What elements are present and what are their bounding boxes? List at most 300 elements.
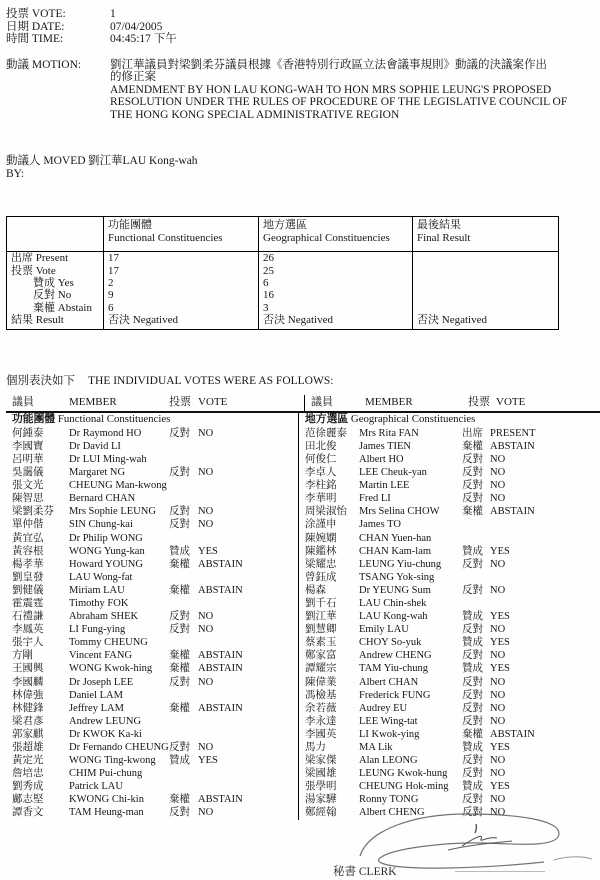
member-vote-en xyxy=(198,532,298,545)
votes-header xyxy=(6,395,600,413)
member-row xyxy=(6,649,298,662)
summary-geographical-value: 26 xyxy=(258,252,412,264)
member-vote-en xyxy=(198,689,298,702)
summary-row-label: 贊成 Yes xyxy=(11,277,74,290)
member-row xyxy=(299,715,600,728)
summary-functional-value: 6 xyxy=(103,302,258,314)
member-vote-zh xyxy=(169,453,198,466)
member-vote-zh: 反對 xyxy=(462,558,483,570)
member-name-zh: 林健鋒 xyxy=(12,702,44,714)
member-name-zh: 范徐麗泰 xyxy=(305,427,347,439)
member-name-en: WONG Yung-kan xyxy=(69,545,145,557)
member-row xyxy=(6,702,298,715)
member-name-zh: 何俊仁 xyxy=(305,453,337,465)
member-name-zh: 陳智思 xyxy=(12,493,44,505)
member-vote-zh: 贊成 xyxy=(169,755,190,767)
member-row xyxy=(6,453,298,466)
member-vote-en xyxy=(198,767,298,780)
member-row xyxy=(299,492,600,505)
member-vote-zh: 反對 xyxy=(462,715,483,727)
summary-row-label: 棄權 Abstain xyxy=(11,301,92,314)
member-name-zh: 周梁淑怡 xyxy=(305,506,347,518)
member-row xyxy=(6,545,298,558)
member-row xyxy=(299,689,600,702)
member-vote-en: NO xyxy=(490,467,506,479)
member-name-en: Dr KWOK Ka-ki xyxy=(69,728,142,740)
member-vote-zh: 反對 xyxy=(462,676,483,688)
member-row xyxy=(6,767,298,780)
member-vote-zh xyxy=(169,780,198,793)
member-vote-zh: 反對 xyxy=(462,755,483,767)
member-vote-zh: 反對 xyxy=(462,584,483,596)
member-row xyxy=(299,466,600,479)
member-vote-zh xyxy=(169,571,198,584)
member-name-en: CHEUNG Hok-ming xyxy=(359,781,449,793)
member-vote-en xyxy=(490,597,600,610)
member-name-en: KWONG Chi-kin xyxy=(69,794,144,806)
member-name-zh: 張文光 xyxy=(12,480,44,492)
member-vote-zh: 贊成 xyxy=(462,545,483,557)
member-vote-en: YES xyxy=(490,742,510,753)
member-name-en: Dr Philip WONG xyxy=(69,532,143,544)
member-vote-en xyxy=(198,597,298,610)
member-name-en: Mrs Selina CHOW xyxy=(359,506,440,518)
member-row xyxy=(299,754,600,767)
member-vote-en xyxy=(198,636,298,649)
summary-header-final xyxy=(412,217,558,251)
summary-geographical-value: 16 xyxy=(258,289,412,301)
summary-functional-value: 17 xyxy=(103,265,258,277)
member-vote-zh: 反對 xyxy=(462,467,483,479)
member-name-en: TSANG Yok-sing xyxy=(359,571,435,583)
member-vote-zh xyxy=(169,492,198,505)
member-name-zh: 劉秀成 xyxy=(12,781,44,793)
member-vote-en: NO xyxy=(490,807,506,819)
member-vote-en: ABSTAIN xyxy=(490,506,535,518)
member-name-en: Mrs Sophie LEUNG xyxy=(69,506,156,518)
member-row xyxy=(299,610,600,623)
member-name-en: Miriam LAU xyxy=(69,584,125,596)
geographical-member-list xyxy=(299,427,600,820)
member-name-zh: 梁君彥 xyxy=(12,715,44,727)
member-vote-en: ABSTAIN xyxy=(490,440,535,452)
member-vote-en: PRESENT xyxy=(490,427,536,439)
moved-by-value: 劉江華LAU Kong-wah xyxy=(88,155,198,168)
member-name-en: Fred LI xyxy=(359,493,391,505)
meta-row xyxy=(6,8,594,21)
motion-text xyxy=(110,59,570,122)
member-vote-en: YES xyxy=(490,545,510,557)
member-name-zh: 鄺志堅 xyxy=(12,794,44,806)
member-name-en: Bernard CHAN xyxy=(69,493,136,505)
member-vote-zh: 反對 xyxy=(169,506,190,518)
member-vote-en: NO xyxy=(490,676,506,688)
member-vote-zh: 贊成 xyxy=(462,781,483,793)
member-row xyxy=(299,676,600,689)
summary-functional-value: 17 xyxy=(103,252,258,264)
member-name-en: LEUNG Yiu-chung xyxy=(359,558,442,570)
member-name-en: LI Kwok-ying xyxy=(359,728,420,740)
col-member-zh: 議員 xyxy=(311,396,333,409)
member-vote-en: NO xyxy=(198,807,214,819)
member-name-zh: 譚香文 xyxy=(12,807,44,819)
member-vote-zh: 反對 xyxy=(169,467,190,479)
member-name-en: CHIM Pui-chung xyxy=(69,768,143,780)
member-name-en: Daniel LAM xyxy=(69,689,123,701)
member-vote-en: NO xyxy=(490,650,506,662)
member-name-en: Mrs Rita FAN xyxy=(359,427,419,439)
member-vote-zh: 反對 xyxy=(462,768,483,780)
member-name-zh: 李華明 xyxy=(305,493,337,505)
member-row xyxy=(6,610,298,623)
member-row xyxy=(299,597,600,610)
member-name-zh: 張學明 xyxy=(305,781,337,793)
meta-value: 04:45:17 下午 xyxy=(110,33,177,45)
votes-header-left xyxy=(6,395,304,411)
member-name-zh: 馮檢基 xyxy=(305,689,337,701)
member-name-zh: 田北俊 xyxy=(305,440,337,452)
member-name-en: Dr David LI xyxy=(69,440,121,452)
member-name-zh: 林偉強 xyxy=(12,689,44,701)
member-name-zh: 楊森 xyxy=(305,584,326,596)
member-name-en: Tommy CHEUNG xyxy=(69,637,148,649)
member-name-en: CHOY So-yuk xyxy=(359,637,422,649)
summary-table-header xyxy=(7,217,558,252)
motion-line: 的修正案 xyxy=(110,71,156,84)
member-name-zh: 黃定光 xyxy=(12,755,44,767)
member-row xyxy=(299,518,600,531)
motion-line: THE HONG KONG SPECIAL ADMINISTRATIVE REGION xyxy=(110,108,400,121)
member-name-zh: 梁劉柔芬 xyxy=(12,506,54,518)
member-vote-zh: 反對 xyxy=(169,611,190,623)
meta-row xyxy=(6,21,594,34)
member-row xyxy=(299,584,600,597)
member-row xyxy=(6,492,298,505)
summary-final-value: 否決 Negatived xyxy=(412,314,558,329)
member-vote-en: NO xyxy=(490,624,506,636)
member-name-en: LAU Wong-fat xyxy=(69,571,133,583)
member-name-zh: 梁國雄 xyxy=(305,768,337,780)
member-vote-zh: 棄權 xyxy=(169,663,190,675)
member-name-zh: 劉皇發 xyxy=(12,571,44,583)
member-name-en: Alan LEONG xyxy=(359,755,418,767)
member-row xyxy=(6,793,298,806)
member-name-en: LAU Kong-wah xyxy=(359,611,428,623)
summary-final-value xyxy=(412,289,558,301)
member-name-zh: 馬力 xyxy=(305,742,326,753)
meta-label: 投票 VOTE: xyxy=(6,8,66,20)
member-vote-en: NO xyxy=(490,480,506,492)
motion-label: 動議 MOTION: xyxy=(6,58,82,71)
member-name-en: Ronny TONG xyxy=(359,794,419,806)
member-vote-en: NO xyxy=(490,715,506,727)
member-row xyxy=(6,662,298,675)
individual-votes-title-zh: 個別表決如下 xyxy=(6,375,75,388)
signature-underline xyxy=(455,871,545,872)
member-name-en: Vincent FANG xyxy=(69,650,133,662)
member-vote-en: NO xyxy=(198,742,214,753)
summary-header-geographical-zh: 地方選區 xyxy=(263,219,307,232)
member-vote-en xyxy=(198,715,298,728)
member-row xyxy=(6,479,298,492)
member-name-en: Albert CHAN xyxy=(359,676,419,688)
member-vote-zh: 棄權 xyxy=(169,650,190,662)
functional-member-list xyxy=(6,427,298,820)
member-name-en: Audrey EU xyxy=(359,702,408,714)
member-row xyxy=(6,505,298,518)
col-member-en: MEMBER xyxy=(69,396,117,409)
member-name-zh: 譚耀宗 xyxy=(305,663,337,675)
functional-section-en: Functional Constituencies xyxy=(57,413,171,426)
member-vote-zh: 反對 xyxy=(169,624,190,636)
summary-functional-value: 否決 Negatived xyxy=(103,314,258,329)
member-vote-en xyxy=(198,479,298,492)
member-vote-zh: 反對 xyxy=(462,453,483,465)
member-row xyxy=(299,636,600,649)
member-row xyxy=(6,571,298,584)
member-vote-zh: 棄權 xyxy=(462,728,483,740)
member-name-zh: 吳靄儀 xyxy=(12,467,44,479)
motion-line: RESOLUTION UNDER THE RULES OF PROCEDURE OF THE LEGISLATIVE COUNCIL OF xyxy=(110,96,568,109)
member-name-en: CHEUNG Man-kwong xyxy=(69,480,167,492)
member-row xyxy=(6,518,298,531)
member-vote-zh: 反對 xyxy=(462,702,483,714)
member-row xyxy=(299,623,600,636)
member-name-en: Dr Fernando CHEUNG xyxy=(69,742,169,753)
member-row xyxy=(299,728,600,741)
member-row xyxy=(6,440,298,453)
col-member-zh: 議員 xyxy=(12,396,34,409)
member-vote-zh xyxy=(169,440,198,453)
summary-geographical-value: 25 xyxy=(258,265,412,277)
member-vote-en xyxy=(490,571,600,584)
member-row xyxy=(299,649,600,662)
member-name-zh: 黃宜弘 xyxy=(12,532,44,544)
member-vote-en: ABSTAIN xyxy=(198,650,243,662)
member-name-en: TAM Yiu-chung xyxy=(359,663,429,675)
member-name-zh: 余若薇 xyxy=(305,702,337,714)
member-name-zh: 劉慧卿 xyxy=(305,624,337,636)
member-name-zh: 霍震霆 xyxy=(12,597,44,609)
member-vote-zh xyxy=(169,767,198,780)
member-name-en: Dr Joseph LEE xyxy=(69,676,134,688)
member-name-zh: 陳婉嫻 xyxy=(305,532,337,544)
member-vote-en: NO xyxy=(490,702,506,714)
member-vote-zh xyxy=(169,689,198,702)
member-row xyxy=(299,558,600,571)
member-vote-zh: 反對 xyxy=(169,807,190,819)
summary-row-label: 投票 Vote xyxy=(11,264,56,277)
geographical-section-en: Geographical Constituencies xyxy=(350,413,476,426)
member-vote-en xyxy=(198,492,298,505)
member-vote-en xyxy=(198,780,298,793)
member-vote-zh: 贊成 xyxy=(169,545,190,557)
member-name-zh: 何鍾泰 xyxy=(12,427,44,439)
member-vote-en xyxy=(490,532,600,545)
member-vote-en: NO xyxy=(198,624,214,636)
member-vote-en: NO xyxy=(198,519,214,531)
member-vote-zh: 贊成 xyxy=(462,663,483,675)
member-name-en: WONG Kwok-hing xyxy=(69,663,153,675)
member-vote-zh: 反對 xyxy=(462,807,483,819)
individual-votes-title-en: THE INDIVIDUAL VOTES WERE AS FOLLOWS: xyxy=(88,375,334,388)
summary-final-value xyxy=(412,265,558,277)
member-row xyxy=(299,545,600,558)
member-row xyxy=(299,571,600,584)
summary-row-label: 反對 No xyxy=(11,289,72,302)
member-row xyxy=(6,728,298,741)
member-vote-zh xyxy=(462,518,490,531)
member-vote-en: YES xyxy=(490,637,510,649)
summary-geographical-value: 3 xyxy=(258,302,412,314)
member-vote-en: NO xyxy=(198,467,214,479)
summary-row-label: 結果 Result xyxy=(11,313,64,326)
member-name-zh: 張超雄 xyxy=(12,742,44,753)
geographical-section-header xyxy=(299,413,600,427)
member-vote-en: NO xyxy=(490,794,506,806)
member-vote-zh: 棄權 xyxy=(169,794,190,806)
member-name-zh: 李永達 xyxy=(305,715,337,727)
member-name-zh: 涂謹申 xyxy=(305,519,337,531)
member-row xyxy=(6,584,298,597)
member-name-zh: 李卓人 xyxy=(305,467,337,479)
member-vote-en: NO xyxy=(198,611,214,623)
member-vote-en: ABSTAIN xyxy=(198,663,243,675)
member-row xyxy=(6,676,298,689)
member-name-zh: 曾鈺成 xyxy=(305,571,337,583)
functional-constituencies-column xyxy=(6,413,298,819)
member-vote-en: NO xyxy=(490,584,506,596)
member-vote-en: YES xyxy=(198,545,218,557)
member-vote-zh: 贊成 xyxy=(462,637,483,649)
member-row xyxy=(299,427,600,440)
member-name-en: Jeffrey LAM xyxy=(69,702,124,714)
member-vote-zh: 出席 xyxy=(462,427,483,439)
member-vote-en: YES xyxy=(198,755,218,767)
member-name-en: LEE Cheuk-yan xyxy=(359,467,427,479)
motion-block xyxy=(6,59,594,122)
member-vote-zh: 棄權 xyxy=(169,584,190,596)
member-name-en: LI Fung-ying xyxy=(69,624,126,636)
clerk-label: 秘書 CLERK xyxy=(333,866,397,878)
member-name-zh: 李鳳英 xyxy=(12,624,44,636)
col-vote-zh: 投票 xyxy=(468,396,490,409)
member-row xyxy=(6,806,298,819)
member-vote-en xyxy=(198,728,298,741)
member-vote-zh xyxy=(169,728,198,741)
summary-header-final-en: Final Result xyxy=(417,231,471,244)
moved-by-block xyxy=(6,155,594,181)
member-name-zh: 石禮謙 xyxy=(12,611,44,623)
member-vote-en: NO xyxy=(490,689,506,701)
member-vote-en: ABSTAIN xyxy=(198,558,243,570)
member-vote-zh: 反對 xyxy=(169,676,190,688)
member-vote-en: NO xyxy=(490,453,506,465)
member-vote-en xyxy=(198,571,298,584)
member-name-zh: 楊孝華 xyxy=(12,558,44,570)
member-name-zh: 梁耀忠 xyxy=(305,558,337,570)
member-name-en: Timothy FOK xyxy=(69,597,129,609)
member-name-en: Patrick LAU xyxy=(69,781,123,793)
member-name-zh: 張宇人 xyxy=(12,637,44,649)
summary-table xyxy=(6,216,559,330)
member-name-zh: 劉千石 xyxy=(305,597,337,609)
member-vote-en: YES xyxy=(490,663,510,675)
member-name-en: TAM Heung-man xyxy=(69,807,144,819)
member-name-en: LAU Chin-shek xyxy=(359,597,427,609)
geographical-constituencies-column xyxy=(298,413,600,819)
member-vote-zh: 棄權 xyxy=(169,558,190,570)
member-row xyxy=(299,505,600,518)
member-row xyxy=(6,466,298,479)
meta-label: 時間 TIME: xyxy=(6,33,64,45)
member-vote-en: ABSTAIN xyxy=(198,702,243,714)
member-vote-zh: 反對 xyxy=(462,493,483,505)
col-vote-en: VOTE xyxy=(496,396,526,409)
summary-header-functional-zh: 功能團體 xyxy=(108,219,152,232)
meta-value: 07/04/2005 xyxy=(110,20,163,33)
member-vote-en: NO xyxy=(490,493,506,505)
member-row xyxy=(299,702,600,715)
member-name-en: Andrew LEUNG xyxy=(69,715,142,727)
col-vote-en: VOTE xyxy=(198,396,228,409)
member-name-zh: 梁家傑 xyxy=(305,755,337,767)
member-vote-zh: 棄權 xyxy=(169,702,190,714)
member-vote-zh: 反對 xyxy=(462,794,483,806)
summary-functional-value: 9 xyxy=(103,289,258,301)
member-name-en: CHAN Yuen-han xyxy=(359,532,432,544)
member-name-zh: 李國英 xyxy=(305,728,337,740)
member-name-zh: 詹培忠 xyxy=(12,768,44,780)
member-row xyxy=(6,636,298,649)
member-name-zh: 鄭家富 xyxy=(305,650,337,662)
individual-votes-table xyxy=(6,395,600,819)
member-name-zh: 李國麟 xyxy=(12,676,44,688)
member-name-en: Dr YEUNG Sum xyxy=(359,584,431,596)
member-vote-zh: 反對 xyxy=(462,689,483,701)
member-row xyxy=(299,662,600,675)
member-name-zh: 劉江華 xyxy=(305,611,337,623)
member-vote-zh xyxy=(169,532,198,545)
member-vote-zh: 棄權 xyxy=(462,506,483,518)
member-name-zh: 李國寶 xyxy=(12,440,44,452)
member-name-zh: 陳偉業 xyxy=(305,676,337,688)
member-name-en: Abraham SHEK xyxy=(69,611,139,623)
member-name-en: Dr Raymond HO xyxy=(69,427,142,439)
member-name-zh: 鄭經翰 xyxy=(305,807,337,819)
votes-header-right xyxy=(304,395,600,411)
summary-final-value xyxy=(412,252,558,264)
member-name-zh: 湯家驊 xyxy=(305,794,337,806)
member-vote-en: NO xyxy=(490,558,506,570)
summary-geographical-value: 否決 Negatived xyxy=(258,314,412,329)
member-vote-zh: 反對 xyxy=(462,650,483,662)
member-name-zh: 黃容根 xyxy=(12,545,44,557)
member-vote-zh xyxy=(169,597,198,610)
member-row xyxy=(6,741,298,754)
member-row xyxy=(6,689,298,702)
member-row xyxy=(299,479,600,492)
member-vote-en xyxy=(198,453,298,466)
member-name-zh: 陳鑑林 xyxy=(305,545,337,557)
member-vote-en: ABSTAIN xyxy=(490,728,535,740)
member-name-zh: 劉健儀 xyxy=(12,584,44,596)
member-row xyxy=(6,623,298,636)
member-name-zh: 方剛 xyxy=(12,650,33,662)
member-row xyxy=(6,780,298,793)
motion-line: AMENDMENT BY HON LAU KONG-WAH TO HON MRS SOPHIE LEUNG'S PROPOSED xyxy=(110,83,552,96)
meta-label: 日期 DATE: xyxy=(6,20,65,33)
